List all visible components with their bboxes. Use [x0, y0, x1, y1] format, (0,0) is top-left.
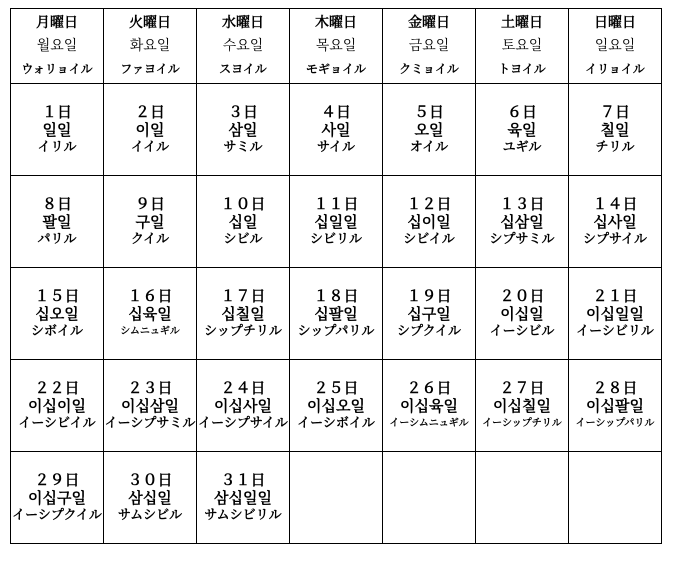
day-kana: シプクイル: [397, 323, 461, 339]
day-ko: 십이일: [407, 212, 451, 231]
day-jp: ３０日: [127, 470, 173, 489]
day-jp: ２４日: [220, 378, 266, 397]
day-cell: [290, 84, 383, 176]
day-jp: １７日: [220, 286, 266, 305]
day-ko: 십사일: [593, 212, 637, 231]
day-cell: [569, 84, 662, 176]
day-kana: シボイル: [30, 323, 83, 339]
day-kana: ユギル: [502, 139, 542, 155]
day-jp: １２日: [406, 194, 452, 213]
day-ko: 이십팔일: [586, 396, 644, 415]
day-jp: １日: [41, 102, 72, 121]
day-jp: ２６日: [406, 378, 452, 397]
empty-cell: [476, 452, 569, 544]
day-jp: ６日: [506, 102, 537, 121]
day-cell: [569, 268, 662, 360]
day-cell: [104, 268, 197, 360]
day-ko: 삼일: [228, 120, 258, 139]
day-cell: [290, 176, 383, 268]
day-kana: イーシプサミル: [104, 415, 196, 431]
day-jp: ４日: [320, 102, 351, 121]
day-jp: ３１日: [220, 470, 266, 489]
day-kana: シビル: [223, 231, 263, 247]
day-kana: シップパリル: [297, 323, 375, 339]
weekday-header-cell: [104, 9, 197, 84]
day-kana: シビリル: [309, 231, 362, 247]
empty-cell: [383, 452, 476, 544]
weekday-ko: 토요일: [501, 38, 543, 54]
weekday-kana: クミョイル: [399, 62, 459, 76]
weekday-header-cell: [197, 9, 290, 84]
day-jp: ２１日: [592, 286, 638, 305]
day-ko: 이일: [135, 120, 165, 139]
weekday-ko: 화요일: [129, 38, 171, 54]
day-cell: [197, 176, 290, 268]
weekday-header-cell: [569, 9, 662, 84]
day-ko: 이십일: [500, 304, 544, 323]
day-ko: 구일: [135, 212, 165, 231]
weekday-jp: 月曜日: [36, 15, 78, 31]
weekday-kana: イリョイル: [585, 62, 645, 76]
day-jp: ２５日: [313, 378, 359, 397]
day-ko: 십오일: [35, 304, 79, 323]
day-ko: 삼십일일: [214, 488, 272, 507]
day-cell: [11, 84, 104, 176]
day-ko: 십삼일: [500, 212, 544, 231]
weekday-ko: 목요일: [315, 38, 357, 54]
day-cell: [569, 360, 662, 452]
weekday-header-cell: [383, 9, 476, 84]
day-kana: サミル: [223, 139, 263, 155]
day-kana: サムシビル: [117, 507, 183, 523]
day-ko: 오일: [414, 120, 444, 139]
day-cell: [104, 84, 197, 176]
day-ko: 이십이일: [28, 396, 86, 415]
day-cell: [476, 84, 569, 176]
day-ko: 칠일: [600, 120, 630, 139]
day-jp: ２３日: [127, 378, 173, 397]
day-ko: 십육일: [128, 304, 172, 323]
day-jp: ２日: [134, 102, 165, 121]
weekday-header-cell: [476, 9, 569, 84]
day-jp: １５日: [34, 286, 80, 305]
day-jp: ９日: [134, 194, 165, 213]
day-kana: パリル: [37, 231, 77, 247]
day-jp: １９日: [406, 286, 452, 305]
day-kana: サムシビリル: [204, 507, 282, 523]
day-kana: イーシップチリル: [482, 417, 562, 429]
weekday-header-row: [11, 9, 662, 84]
weekday-kana: スヨイル: [219, 62, 267, 76]
day-kana: シムニュギル: [120, 325, 180, 337]
weekday-jp: 土曜日: [501, 15, 543, 31]
day-cell: [383, 176, 476, 268]
day-kana: イイル: [130, 139, 170, 155]
day-kana: チリル: [595, 139, 635, 155]
day-cell: [11, 268, 104, 360]
day-cell: [104, 452, 197, 544]
day-kana: イーシビイル: [18, 415, 96, 431]
calendar-body: [11, 9, 662, 544]
day-kana: イーシビル: [489, 323, 555, 339]
day-cell: [476, 176, 569, 268]
day-cell: [11, 452, 104, 544]
day-cell: [290, 360, 383, 452]
weekday-ko: 금요일: [408, 38, 450, 54]
day-jp: １６日: [127, 286, 173, 305]
weekday-kana: ウォリョイル: [21, 62, 93, 76]
week-row: [11, 84, 662, 176]
day-ko: 십구일: [407, 304, 451, 323]
day-cell: [383, 360, 476, 452]
day-jp: １３日: [499, 194, 545, 213]
week-row: [11, 268, 662, 360]
day-kana: イリル: [37, 139, 77, 155]
week-row: [11, 176, 662, 268]
day-cell: [11, 176, 104, 268]
day-cell: [383, 84, 476, 176]
day-ko: 일일: [42, 120, 72, 139]
day-jp: ２９日: [34, 470, 80, 489]
weekday-jp: 木曜日: [315, 15, 357, 31]
day-cell: [104, 176, 197, 268]
weekday-ko: 수요일: [222, 38, 264, 54]
day-ko: 십일: [228, 212, 258, 231]
weekday-header-cell: [290, 9, 383, 84]
day-kana: イーシプクイル: [12, 507, 102, 523]
day-cell: [569, 176, 662, 268]
day-cell: [383, 268, 476, 360]
day-kana: シビイル: [403, 231, 455, 247]
day-ko: 십팔일: [314, 304, 358, 323]
day-cell: [11, 360, 104, 452]
day-cell: [104, 360, 197, 452]
weekday-ko: 일요일: [594, 38, 636, 54]
day-kana: イーシビリル: [576, 323, 654, 339]
day-ko: 이십구일: [28, 488, 86, 507]
day-cell: [197, 268, 290, 360]
day-ko: 이십오일: [307, 396, 365, 415]
day-jp: ７日: [599, 102, 630, 121]
day-jp: １１日: [313, 194, 359, 213]
day-ko: 이십사일: [214, 396, 272, 415]
day-ko: 팔일: [42, 212, 72, 231]
day-jp: １０日: [220, 194, 266, 213]
day-cell: [476, 268, 569, 360]
weekday-jp: 火曜日: [129, 15, 171, 31]
day-jp: ３日: [227, 102, 258, 121]
day-kana: イーシップパリル: [575, 417, 655, 429]
day-kana: イーシプサイル: [198, 415, 288, 431]
weekday-kana: トヨイル: [498, 62, 546, 76]
weekday-jp: 日曜日: [594, 15, 636, 31]
day-jp: １８日: [313, 286, 359, 305]
day-kana: サイル: [316, 139, 356, 155]
empty-cell: [290, 452, 383, 544]
day-ko: 육일: [507, 120, 537, 139]
day-jp: ５日: [413, 102, 444, 121]
day-jp: １４日: [592, 194, 638, 213]
weekday-header-cell: [11, 9, 104, 84]
day-ko: 이십삼일: [121, 396, 179, 415]
weekday-jp: 金曜日: [408, 15, 450, 31]
day-ko: 십칠일: [221, 304, 265, 323]
day-cell: [197, 360, 290, 452]
day-jp: ２２日: [34, 378, 80, 397]
day-kana: クイル: [130, 231, 170, 247]
day-kana: イーシムニュギル: [389, 417, 469, 429]
week-row: [11, 360, 662, 452]
day-kana: シップチリル: [204, 323, 282, 339]
day-jp: ２０日: [499, 286, 545, 305]
day-ko: 삼십일: [128, 488, 172, 507]
day-kana: イーシボイル: [297, 415, 375, 431]
day-ko: 십일일: [314, 212, 358, 231]
empty-cell: [569, 452, 662, 544]
day-jp: ８日: [41, 194, 72, 213]
calendar-table: [10, 8, 662, 544]
day-cell: [197, 452, 290, 544]
day-kana: オイル: [409, 139, 449, 155]
day-cell: [197, 84, 290, 176]
day-ko: 이십일일: [586, 304, 644, 323]
day-jp: ２７日: [499, 378, 545, 397]
day-ko: 사일: [321, 120, 351, 139]
day-kana: シプサイル: [582, 231, 648, 247]
week-row: [11, 452, 662, 544]
day-ko: 이십칠일: [493, 396, 551, 415]
day-kana: シプサミル: [489, 231, 555, 247]
weekday-ko: 월요일: [36, 38, 78, 54]
weekday-kana: モギョイル: [305, 62, 366, 76]
day-jp: ２８日: [592, 378, 638, 397]
weekday-jp: 水曜日: [222, 15, 264, 31]
day-cell: [290, 268, 383, 360]
weekday-kana: ファヨイル: [120, 62, 180, 76]
day-cell: [476, 360, 569, 452]
day-ko: 이십육일: [400, 396, 458, 415]
